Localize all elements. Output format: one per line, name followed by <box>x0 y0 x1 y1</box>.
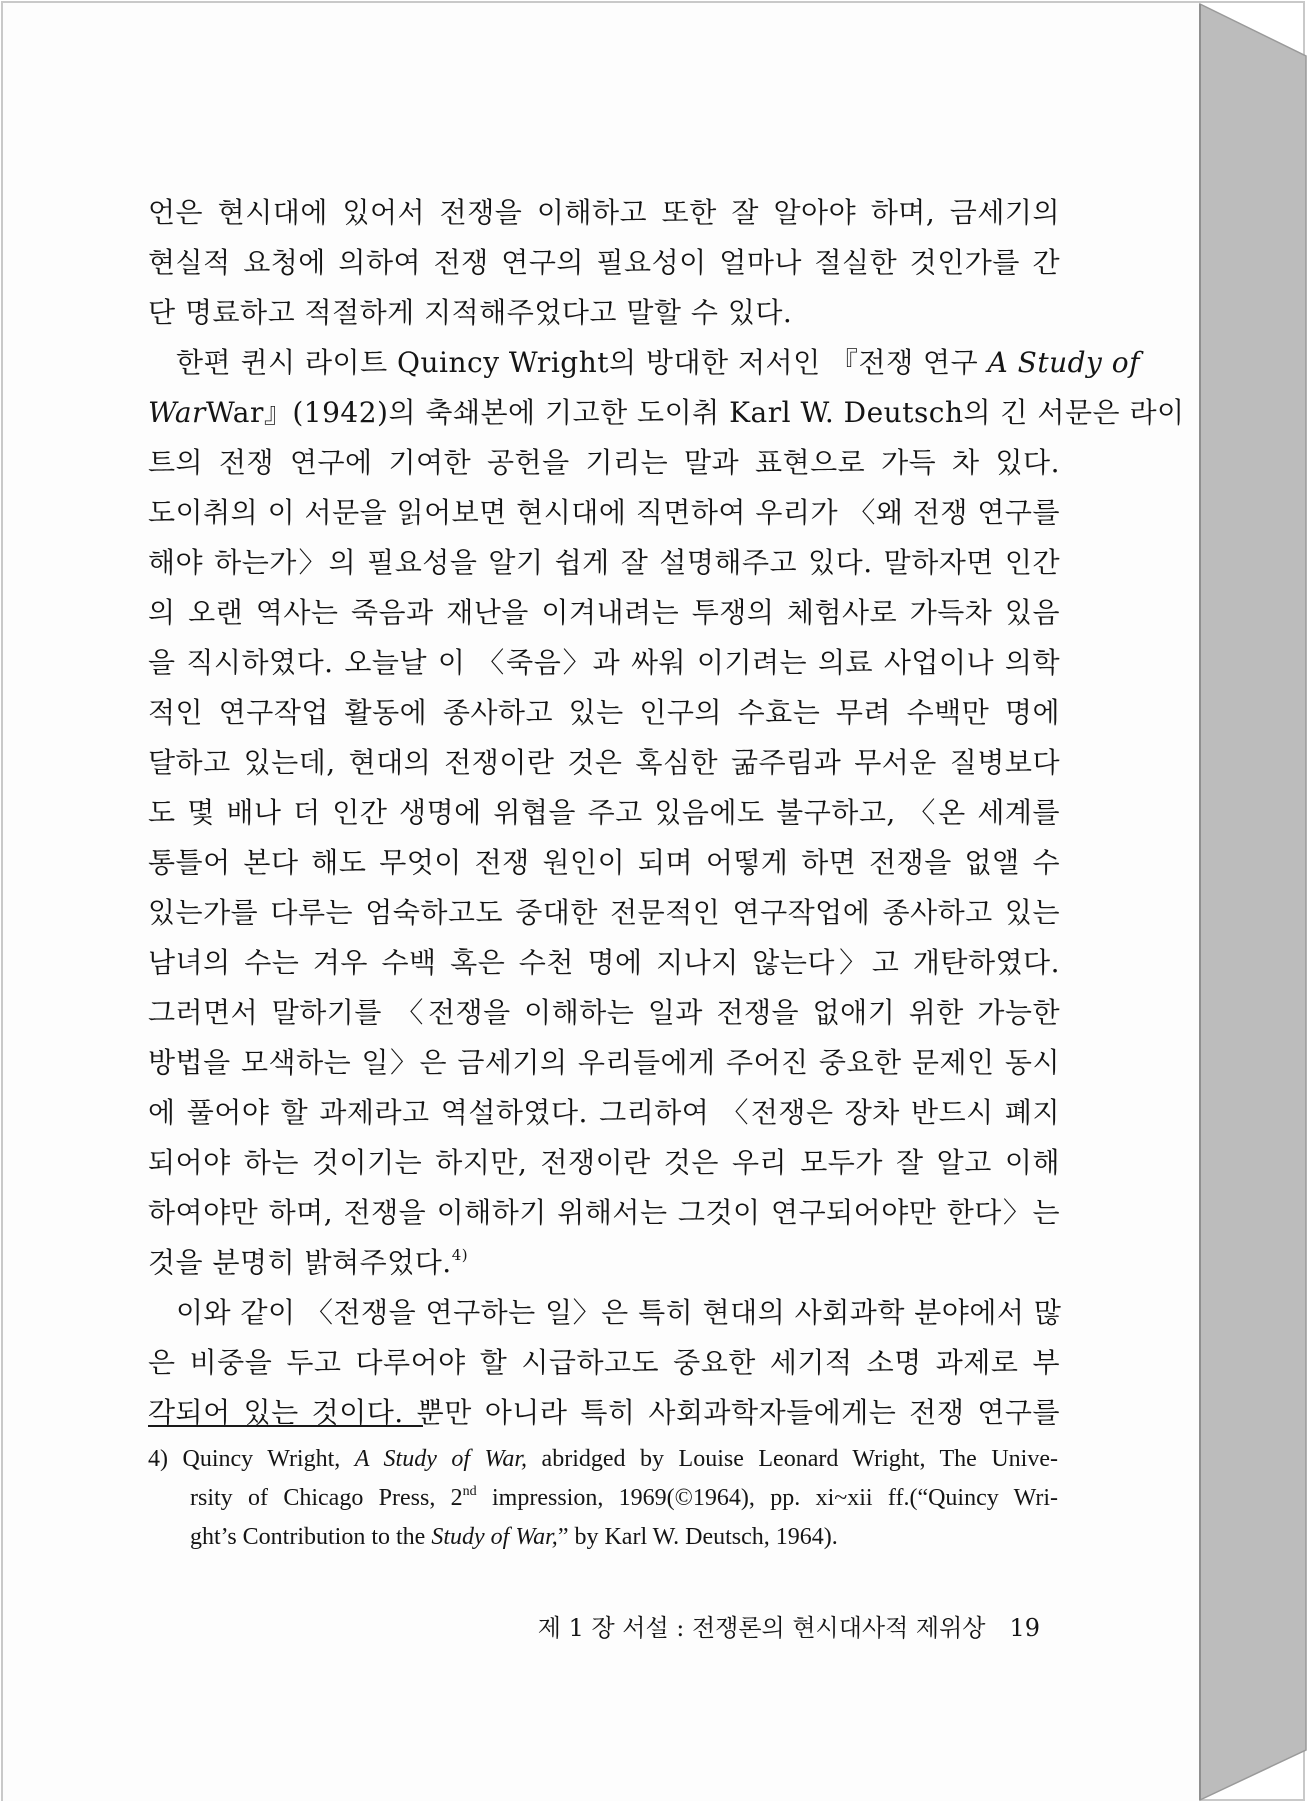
footnote <box>148 1440 1058 1557</box>
footnote-text: ght’s Contribution to the <box>190 1524 432 1550</box>
body-line: 을 직시하였다. 오늘날 이 〈죽음〉과 싸워 이기려는 의료 사업이나 의학 <box>148 646 1060 679</box>
body-line <box>148 388 1185 438</box>
footnote-title: Study of War, <box>431 1524 558 1550</box>
running-footer <box>520 1608 1040 1643</box>
body-line: 현실적 요청에 의하여 전쟁 연구의 필요성이 얼마나 절실한 것인가를 간 <box>148 246 1060 279</box>
body-line-text: 것을 분명히 밝혀주었다. <box>148 1246 452 1279</box>
footnote-line <box>148 1518 1058 1557</box>
book-title-italic: A Study of <box>987 346 1140 379</box>
page-number: 19 <box>1009 1614 1040 1642</box>
body-line: 방법을 모색하는 일〉은 금세기의 우리들에게 주어진 중요한 문제인 동시 <box>148 1046 1060 1079</box>
body-line: 이와 같이 〈전쟁을 연구하는 일〉은 특히 현대의 사회과학 분야에서 많 <box>176 1296 1062 1329</box>
footnote-line <box>148 1440 1058 1479</box>
footnote-marker: 4) <box>148 1446 168 1472</box>
body-line: 각되어 있는 것이다. 뿐만 아니라 특히 사회과학자들에게는 전쟁 연구를 <box>148 1396 1060 1429</box>
body-line-text: War』(1942)의 축쇄본에 기고한 도이취 Karl W. Deutsch의 긴 서문은 라이 <box>205 396 1185 429</box>
body-line: 트의 전쟁 연구에 기여한 공헌을 기리는 말과 표현으로 가득 차 있다. <box>148 446 1060 479</box>
body-line: 에 풀어야 할 과제라고 역설하였다. 그리하여 〈전쟁은 장차 반드시 폐지 <box>148 1096 1060 1129</box>
footnote-text: rsity of Chicago Press, 2 <box>190 1485 463 1511</box>
body-line: 은 비중을 두고 다루어야 할 시급하고도 중요한 세기적 소명 과제로 부 <box>148 1346 1060 1379</box>
body-line: 그러면서 말하기를 〈전쟁을 이해하는 일과 전쟁을 없애기 위한 가능한 <box>148 996 1060 1029</box>
body-line: 도이취의 이 서문을 읽어보면 현시대에 직면하여 우리가 〈왜 전쟁 연구를 <box>148 496 1060 529</box>
footnote-text: ” by Karl W. Deutsch, 1964). <box>557 1524 838 1550</box>
footnote-text: abridged by Louise Leonard Wright, The Unive- <box>527 1446 1058 1472</box>
body-line: 단 명료하고 적절하게 지적해주었다고 말할 수 있다. <box>148 296 793 329</box>
body-line: 달하고 있는데, 현대의 전쟁이란 것은 혹심한 굶주림과 무서운 질병보다 <box>148 746 1060 779</box>
body-line <box>148 1238 1060 1288</box>
footnote-text: impression, 1969(©1964), pp. xi~xii ff.(“Quincy Wri- <box>476 1485 1058 1511</box>
footnote-reference: 4) <box>451 1246 469 1264</box>
chapter-title: 제 1 장 서설 : 전쟁론의 현시대사적 제위상 <box>537 1614 986 1642</box>
body-line: 해야 하는가〉의 필요성을 알기 쉽게 잘 설명해주고 있다. 말하자면 인간 <box>148 546 1060 579</box>
body-line-text: 한편 퀸시 라이트 Quincy Wright의 방대한 저서인 『전쟁 연구 <box>176 346 988 379</box>
body-line: 언은 현시대에 있어서 전쟁을 이해하고 또한 잘 알아야 하며, 금세기의 <box>148 196 1060 229</box>
body-text <box>148 188 1185 1438</box>
footnote-separator <box>148 1425 423 1427</box>
book-title-italic: War <box>148 396 206 429</box>
body-line: 되어야 하는 것이기는 하지만, 전쟁이란 것은 우리 모두가 잘 알고 이해 <box>148 1146 1060 1179</box>
body-line: 하여야만 하며, 전쟁을 이해하기 위해서는 그것이 연구되어야만 한다〉는 <box>148 1196 1060 1229</box>
footnote-title: A Study of War, <box>354 1446 528 1472</box>
body-line: 통틀어 본다 해도 무엇이 전쟁 원인이 되며 어떻게 하면 전쟁을 없앨 수 <box>148 846 1060 879</box>
footnote-superscript: nd <box>462 1484 477 1499</box>
body-line: 남녀의 수는 겨우 수백 혹은 수천 명에 지나지 않는다〉고 개탄하였다. <box>148 946 1060 979</box>
body-line <box>148 338 1140 388</box>
body-line: 의 오랜 역사는 죽음과 재난을 이겨내려는 투쟁의 체험사로 가득차 있음 <box>148 596 1060 629</box>
body-line: 도 몇 배나 더 인간 생명에 위협을 주고 있음에도 불구하고, 〈온 세계를 <box>148 796 1060 829</box>
footnote-text: Quincy Wright, <box>182 1446 355 1472</box>
body-line: 있는가를 다루는 엄숙하고도 중대한 전문적인 연구작업에 종사하고 있는 <box>148 896 1060 929</box>
body-line: 적인 연구작업 활동에 종사하고 있는 인구의 수효는 무려 수백만 명에 <box>148 696 1060 729</box>
footnote-line <box>148 1479 1058 1518</box>
